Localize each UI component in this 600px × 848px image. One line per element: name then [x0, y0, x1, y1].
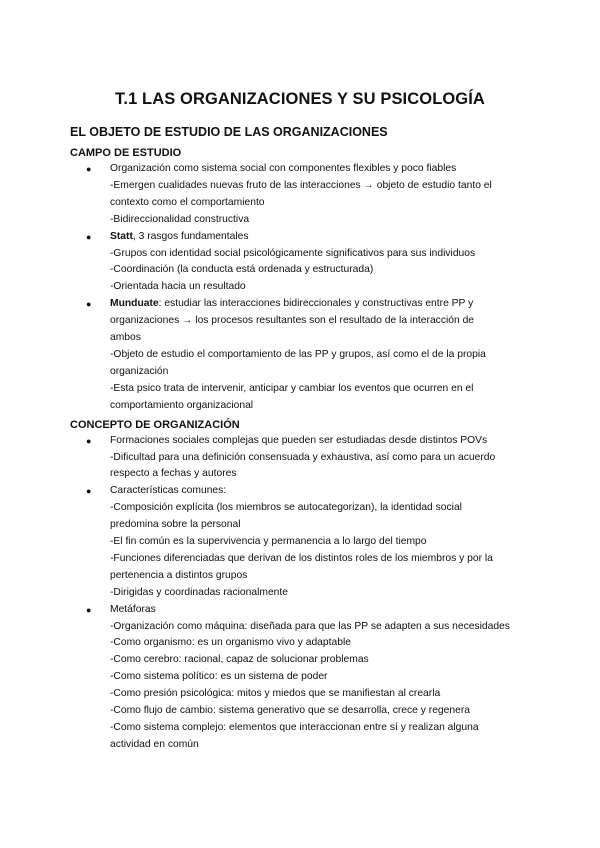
author-term: Statt: [110, 230, 133, 242]
bullet-text: Características comunes:: [110, 485, 227, 497]
campo-bullet-list: [70, 161, 530, 415]
bullet-subline: actividad en común: [110, 738, 199, 750]
bullet-subline: -Esta psico trata de intervenir, anticipar y cambiar los eventos que ocurren en el: [110, 382, 474, 394]
bullet-icon: ●: [86, 299, 92, 310]
bullet-subline: predomina sobre la personal: [110, 519, 241, 531]
bullet-icon: ●: [86, 486, 92, 497]
bullet-subline: -Composición explícita (los miembros se autocategorizan), la identidad social: [110, 502, 462, 514]
list-item: [70, 602, 530, 754]
bullet-text: Formaciones sociales complejas que pueden ser estudiadas desde distintos POVs: [110, 434, 488, 446]
bullet-subline: comportamiento organizacional: [110, 399, 254, 411]
bullet-subline: -Dirigidas y coordinadas racionalmente: [110, 586, 288, 598]
bullet-text: [110, 229, 530, 246]
subsection-concepto-de-organizacion: CONCEPTO DE ORGANIZACIÓN: [70, 418, 240, 431]
bullet-text-rest: : estudiar las interacciones bidireccionales y constructivas entre PP y: [158, 298, 474, 310]
bullet-subline: ambos: [110, 332, 141, 344]
bullet-icon: ●: [86, 604, 92, 615]
bullet-icon: ●: [86, 231, 92, 242]
bullet-subline: -Grupos con identidad social psicológicamente significativos para sus individuos: [110, 247, 476, 259]
bullet-subline: organizaciones → los procesos resultantes son el resultado de la interacción de: [110, 315, 475, 327]
bullet-subline: -Como presión psicológica: mitos y miedos que se manifiestan al crearla: [110, 688, 441, 700]
list-item: [70, 161, 530, 229]
bullet-subline: -Emergen cualidades nuevas fruto de las interacciones → objeto de estudio tanto el: [110, 179, 492, 191]
list-item: [70, 296, 530, 414]
bullet-subline: -Objeto de estudio el comportamiento de las PP y grupos, así como el de la propia: [110, 348, 486, 360]
bullet-subline: -Como sistema político: es un sistema de poder: [110, 671, 328, 683]
bullet-icon: ●: [86, 435, 92, 446]
bullet-subline: -Como flujo de cambio: sistema generativo que se desarrolla, crece y regenera: [110, 705, 470, 717]
bullet-subline: contexto como el comportamiento: [110, 196, 265, 208]
section-title: EL OBJETO DE ESTUDIO DE LAS ORGANIZACIONES: [70, 125, 388, 139]
bullet-subline: -Funciones diferenciadas que derivan de los distintos roles de los miembros y por la: [110, 552, 493, 564]
bullet-subline: organización: [110, 365, 169, 377]
author-term: Munduate: [110, 298, 159, 310]
bullet-subline: -Como organismo: es un organismo vivo y adaptable: [110, 637, 351, 649]
bullet-text: [110, 296, 530, 313]
bullet-subline: -Como cerebro: racional, capaz de solucionar problemas: [110, 654, 369, 666]
subsection-campo-de-estudio: CAMPO DE ESTUDIO: [70, 147, 182, 159]
bullet-subline: -Bidireccionalidad constructiva: [110, 213, 250, 225]
bullet-icon: ●: [86, 164, 92, 174]
list-item: [70, 483, 530, 601]
page-title: T.1 LAS ORGANIZACIONES Y SU PSICOLOGÍA: [115, 90, 485, 108]
bullet-subline: -Dificultad para una definición consensuada y exhaustiva, así como para un acuerdo: [110, 451, 496, 463]
concepto-bullet-list: [70, 433, 530, 754]
bullet-subline: -Como sistema complejo: elementos que interaccionan entre sí y realizan alguna: [110, 722, 479, 733]
bullet-subline: pertenencia a distintos grupos: [110, 569, 248, 581]
bullet-subline: respecto a fechas y autores: [110, 468, 237, 480]
list-item: [70, 229, 530, 297]
bullet-subline: -Organización como máquina: diseñada para que las PP se adapten a sus necesidades: [110, 620, 510, 632]
bullet-subline: -El fin común es la supervivencia y permanencia a lo largo del tiempo: [110, 536, 427, 548]
bullet-text: Organización como sistema social con componentes flexibles y poco fiables: [110, 163, 457, 174]
bullet-text-rest: , 3 rasgos fundamentales: [132, 230, 249, 242]
bullet-subline: -Coordinación (la conducta está ordenada y estructurada): [110, 264, 374, 276]
bullet-text: Metáforas: [110, 603, 156, 615]
list-item: [70, 433, 530, 484]
bullet-subline: -Orientada hacia un resultado: [110, 281, 246, 293]
